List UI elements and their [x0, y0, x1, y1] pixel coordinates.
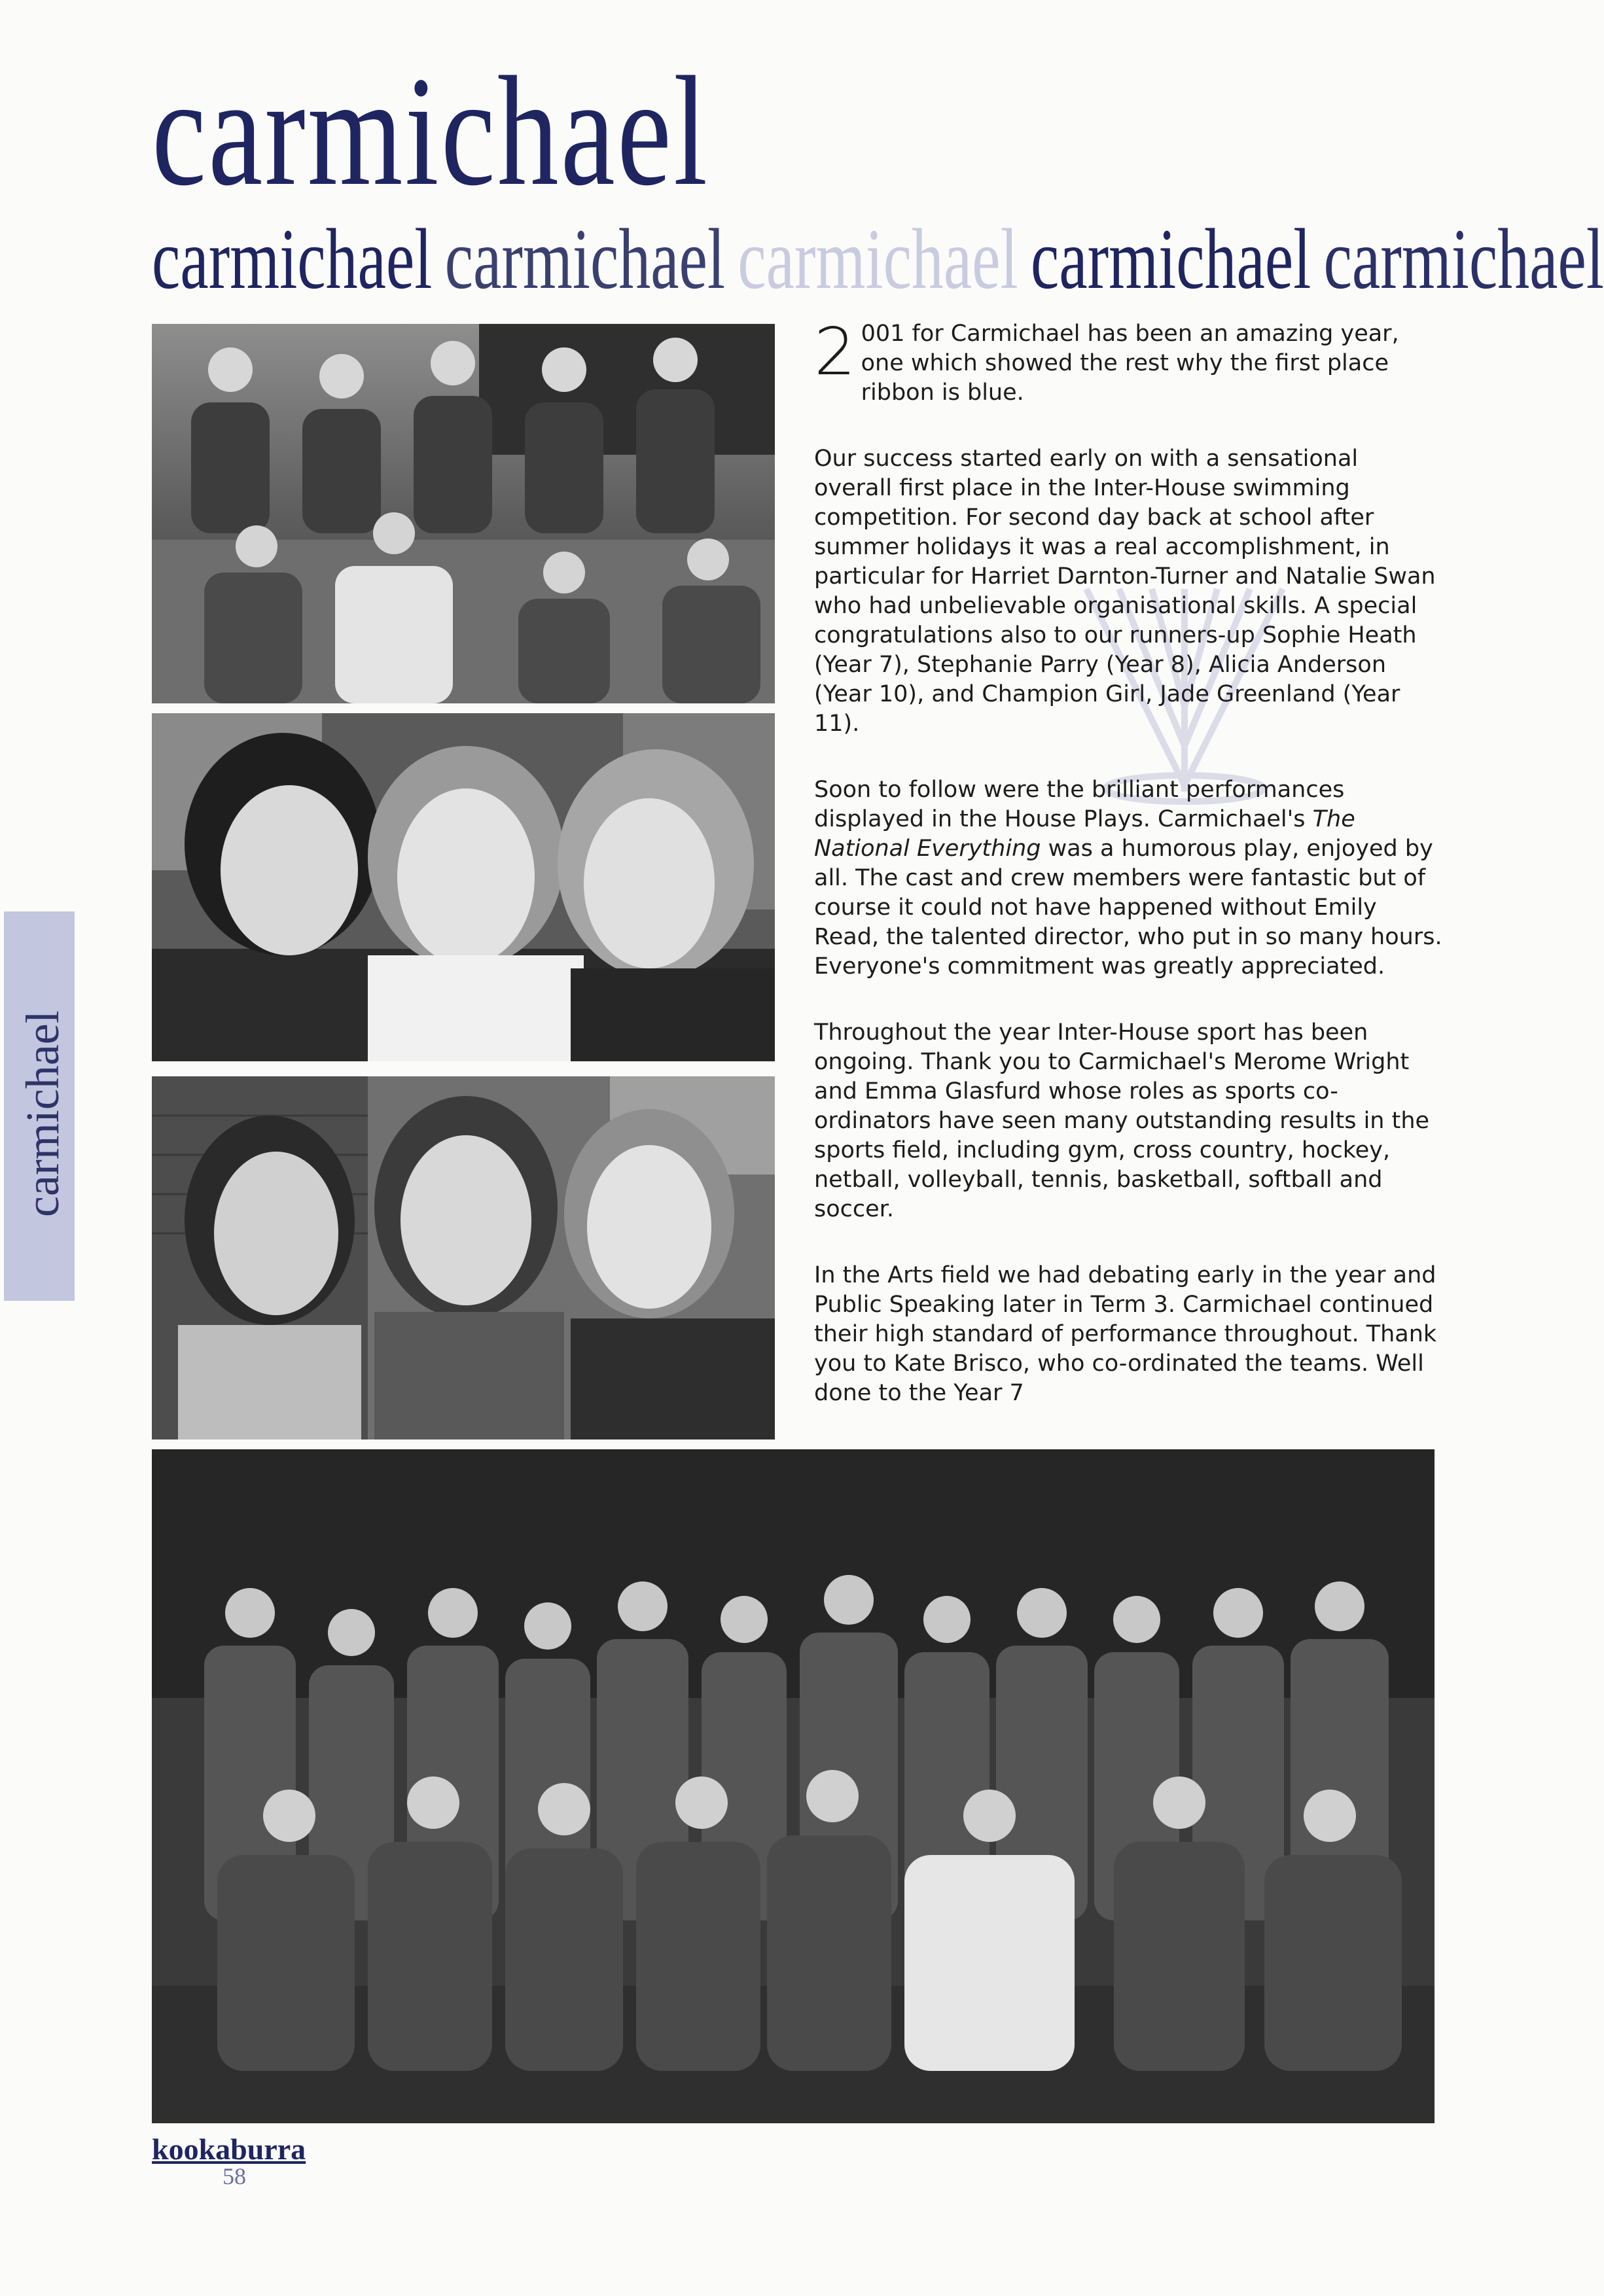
article-paragraph: In the Arts field we had debating early in the year and Public Speaking later in Term 3. Carmichael continued their high standard of performance throughout. Thank you to Kate Brisco, who co-ordinated the teams. Well done to the Year 7 — [814, 1262, 1437, 1406]
title-repeat-word: carmichael — [1030, 211, 1311, 307]
page-title: carmichael — [152, 44, 710, 218]
title-repeat-word: carmichael — [444, 211, 726, 307]
three-girls-posing-photo — [152, 1076, 775, 1439]
team-group-photo — [152, 324, 775, 703]
page-number: 58 — [223, 2163, 246, 2189]
play-title: The National Everything — [814, 806, 1355, 862]
article-body — [814, 313, 1442, 1408]
title-repeat-word: carmichael — [738, 211, 1018, 307]
article-paragraph: Throughout the year Inter-House sport has been ongoing. Thank you to Carmichael's Merome Wright and Emma Glasfurd whose roles as sports co-ordinators have seen many outstanding results in the sports field, including gym, cross country, hockey, netball, volleyball, tennis, basketball, softball and soccer. — [814, 1019, 1430, 1222]
three-girls-smiling-photo — [152, 713, 775, 1061]
paragraph-text: Soon to follow were the brilliant performances displayed in the House Plays. Carmichael's — [814, 777, 1345, 832]
title-repeat-row — [152, 211, 1604, 314]
article-paragraph: Our success started early on with a sensational overall first place in the Inter-House swimming competition. For second day back at school after summer holidays it was a real accomplishment, in particular for Harriet Darnton-Turner and Natalie Swan who had unbelievable organisational skills. A special congratulations also to our runners-up Sophie Heath (Year 7), Stephanie Parry (Year 8), Alicia Anderson (Year 10), and Champion Girl, Jade Greenland (Year 11). — [814, 446, 1436, 737]
article-intro — [814, 313, 1442, 408]
paragraph-text: was a humorous play, enjoyed by all. The cast and crew members were fantastic but of course it could not have happened without Emily Read, the talented director, who put in so many hours. Everyone's commitment was greatly appreciated. — [814, 836, 1442, 980]
article-paragraph — [814, 775, 1442, 981]
side-tab-label: carmichael — [16, 1010, 69, 1217]
house-play-cast-photo — [152, 1449, 1435, 2123]
title-repeat-word: carmichael — [1323, 211, 1604, 307]
title-repeat-word: carmichael — [152, 211, 433, 307]
footer-brand: kookaburra — [152, 2132, 306, 2166]
drop-cap: 2 — [814, 313, 856, 390]
intro-text: 001 for Carmichael has been an amazing year, one which showed the rest why the first place ribbon is blue. — [861, 321, 1399, 406]
